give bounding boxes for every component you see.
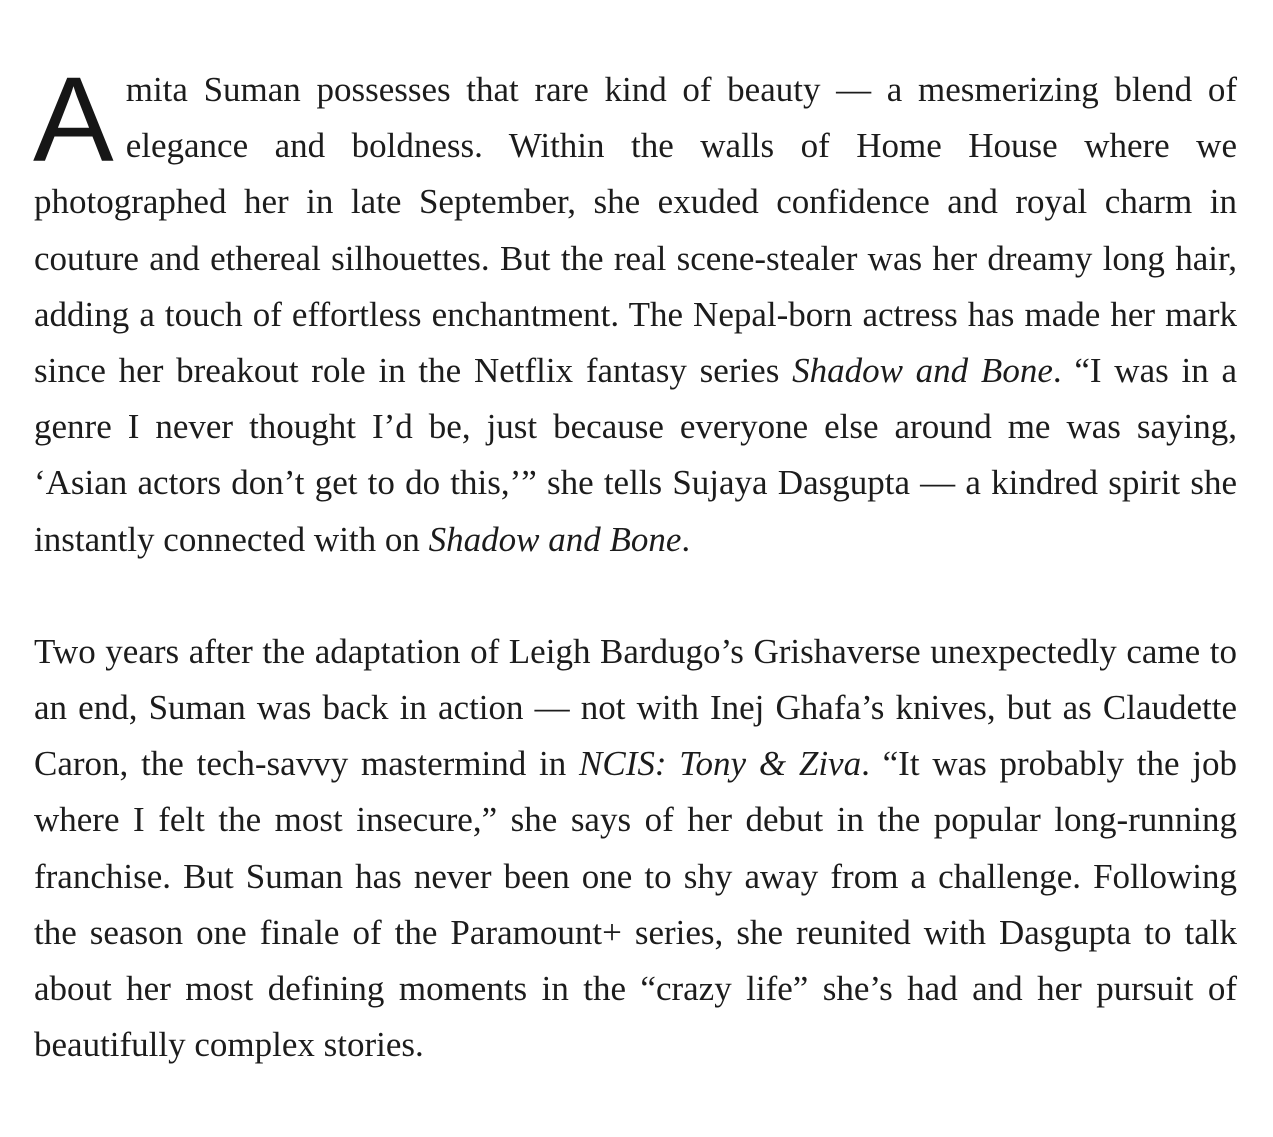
paragraph-second: [34, 624, 1237, 1074]
drop-cap: A: [33, 51, 114, 187]
show-title-italic-1: Shadow and Bone: [792, 351, 1053, 391]
paragraph-intro: [33, 51, 1237, 568]
paragraph-second-text-2: . “It was probably the job where I felt the most insecure,” she says of her debut in the popular long-running franchise. But Suman has never been one to shy away from a challenge. Following the season one finale of the Paramount+ series, she reunited with Dasgupta to talk about her most defining moments in the “crazy life” she’s had and her pursuit of beautifully complex stories.: [34, 744, 1237, 1065]
show-title-italic-3: NCIS: Tony & Ziva: [579, 744, 862, 784]
show-title-italic-2: Shadow and Bone: [428, 519, 682, 559]
paragraph-second-text-1: Two years after the adaptation of Leigh Bardugo’s Grishaverse unexpectedly came to an end, Suman was back in action — not with Inej Ghafa’s knives, but as Claudette Caron, the tech-savvy mastermind in: [34, 631, 1237, 784]
paragraph-intro-text-1: mita Suman possesses that rare kind of beauty — a mesmerizing blend of elegance and boldness. Within the walls of Home House where we photographed her in late September, she exuded confidence and royal charm in couture and ethereal silhouettes. But the real scene-stealer was her dreamy long hair, adding a touch of effortless enchantment. The Nepal-born actress has made her mark since her breakout role in the Netflix fantasy series: [34, 70, 1237, 391]
article-body: [33, 51, 1237, 1073]
paragraph-intro-text-3: .: [681, 519, 691, 559]
paragraph-intro-text-2: . “I was in a genre I never thought I’d be, just because everyone else around me was saying, ‘Asian actors don’t get to do this,’” she tells Sujaya Dasgupta — a kindred spirit she instantly connected with on: [34, 351, 1237, 559]
